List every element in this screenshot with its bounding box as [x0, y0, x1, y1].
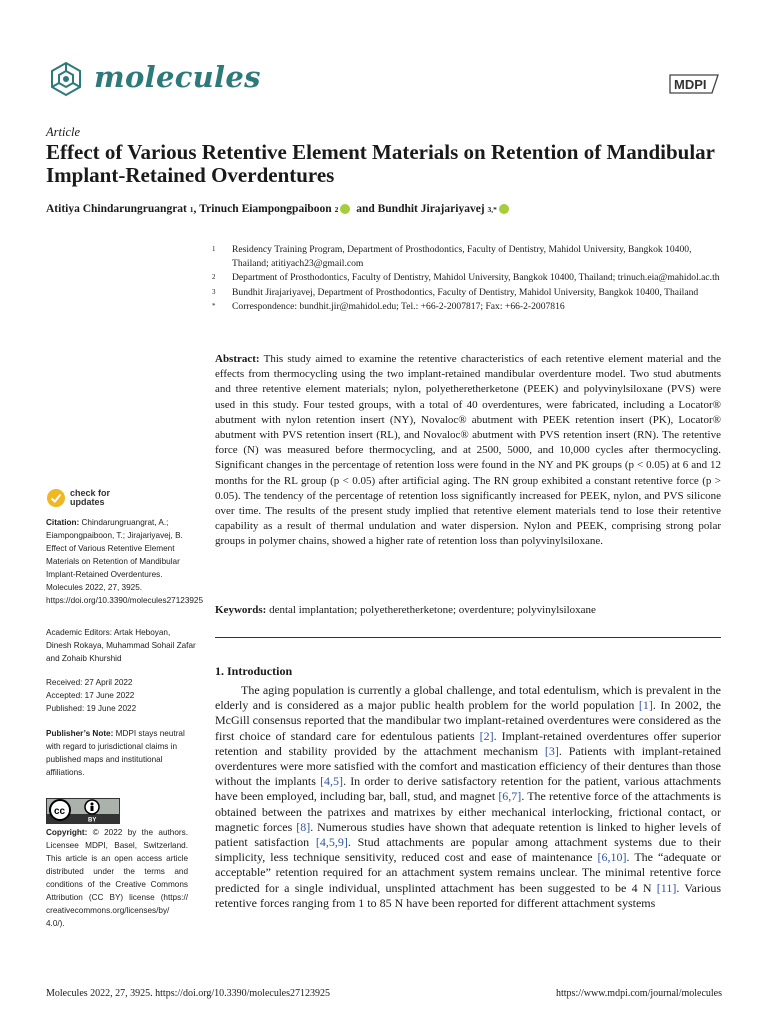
body-text: . The retentive force of the attachments is obtained between the patrixes and matrixes by either mechanical interlocking, frictional contact, or magnetic forces — [215, 789, 722, 834]
affiliation-text: Bundhit Jirajariyavej, Department of Prosthodontics, Faculty of Dentistry, Mahidol University, Bangkok 10400, Thailand — [232, 286, 699, 298]
abstract-text: This study aimed to examine the retentive characteristics of each retentive element material and the effects from thermocycling using the two implant-retained mandibular overdenture model. Two stud abutments and three retentive element materials; nylon, polyetheretherketone (PEEK) and polyvinylsiloxane (PVS) were used in this study. Four tested groups, with a total of 40 overdentures, were fabricated, including a Locator® abutment with nylon retention insert (NY), Novaloc® abutment with PEEK retention insert (PK), Locator® abutment with PVS retention insert (RL), and Novaloc® abutment with PVS retention insert (RN). The retentive force (N) was measured before thermocycling, and at 2500, 5000, and 10,000 cycles after thermocycling. Significant changes in the percentage of retention loss were found in the NY and PK groups (p < 0.05) at 6 and 12 months for the RL group (p < 0.05) after artificial aging. The RN group exhibited a constant retentive force (p > 0.05). The tendency of the percentage of retention loss significantly increased for PEEK, nylon, and PVS silicone over time. The results of the present study implied that retentive element materials tend to lose their retentive capability as a result of thermal undulation and water dispersion. Nylon and PEEK, comprising strong polar groups in polymer chains, showed a higher rate of retention loss than polyvinylsiloxane. — [215, 353, 721, 548]
author-separator: , — [193, 203, 200, 215]
citation-block — [46, 516, 204, 607]
copyright-label: Copyright: — [46, 828, 88, 837]
cc-by-license-icon[interactable] — [46, 798, 120, 824]
body-text: . In 2002, the McGill consensus reported that the mandibular two implant-retained overdentures were considered as the first choice of standard care for edentulous patients — [215, 698, 722, 743]
orcid-icon[interactable] — [499, 204, 509, 214]
check-for-updates-badge[interactable] — [46, 488, 110, 508]
reference-link[interactable]: [1] — [638, 698, 653, 713]
affiliation-text: Department of Prosthodontics, Faculty of Dentistry, Mahidol University, Bangkok 10400, Thailand; trinuch.eia@mahidol.ac.th — [232, 272, 720, 283]
reference-link[interactable]: [3] — [544, 743, 559, 758]
author-affil-sup: 1 — [189, 204, 194, 214]
body-text: The aging population is currently a global challenge, and total edentulism, which is prevalent in the elderly and is considered as a major public health problem for the world population — [215, 683, 721, 713]
copyright-notice — [46, 826, 188, 930]
mdpi-logo-icon — [666, 71, 722, 97]
author-name: Trinuch Eiampongpaiboon — [199, 203, 332, 215]
editors-text: Artak Heboyan, Dinesh Rokaya, Muhammad Sohail Zafar and Zohaib Khurshid — [46, 628, 196, 663]
body-text: . The “adequate or acceptable” retention required for an attachment system remains unclear. The minimal retentive force predicted for a single individual, unsplinted attachment has been suggested to be 4 N — [215, 850, 722, 895]
body-text: . Stud attachments are popular among attachment systems due to their simplicity, less technique sensitivity, reduced cost and ease of maintenance — [215, 835, 722, 865]
keywords-label: Keywords: — [215, 604, 267, 616]
body-text: . In order to derive satisfactory retention for the patient, various attachments have been employed, including bar, ball, stud, and magnet — [215, 774, 721, 804]
academic-editors — [46, 626, 196, 665]
reference-link[interactable]: [6,10] — [597, 850, 627, 865]
publisher-note — [46, 727, 196, 779]
published-date: Published: 19 June 2022 — [46, 704, 137, 713]
affiliation-item — [212, 300, 722, 314]
molecules-logo-icon — [46, 60, 86, 100]
editors-label: Academic Editors: — [46, 628, 112, 637]
page-title: Effect of Various Retentive Element Materials on Retention of Mandibular Implant-Retained Overdentures — [46, 140, 715, 187]
citation-label: Citation: — [46, 518, 80, 527]
reference-link[interactable]: [2] — [479, 728, 494, 743]
publication-dates — [46, 676, 196, 715]
section-heading: 1. Introduction — [215, 664, 293, 678]
check-for-updates-icon — [46, 488, 66, 508]
journal-name: molecules — [94, 60, 261, 94]
keywords — [215, 603, 721, 618]
footer-journal-link[interactable]: https://www.mdpi.com/journal/molecules — [556, 988, 722, 999]
check-updates-line: check for — [70, 487, 111, 498]
reference-link[interactable]: [8] — [296, 819, 311, 834]
accepted-date: Accepted: 17 June 2022 — [46, 691, 135, 700]
affiliation-item — [212, 271, 722, 285]
affiliation-item — [212, 243, 722, 270]
author-separator: and — [353, 203, 378, 215]
check-for-updates-label — [70, 489, 110, 508]
author-list — [46, 203, 512, 215]
keywords-text: dental implantation; polyetheretherketone; overdenture; polyvinylsiloxane — [269, 604, 596, 616]
author-name: Bundhit Jirajariyavej — [377, 203, 485, 215]
check-updates-line: updates — [70, 497, 105, 507]
svg-text:cc: cc — [54, 806, 66, 817]
reference-link[interactable]: [11] — [656, 880, 677, 895]
orcid-icon[interactable] — [340, 204, 350, 214]
body-text: . Numerous studies have shown that adequate retention is linked to higher levels of patient satisfaction — [215, 819, 722, 850]
affiliation-item — [212, 286, 722, 300]
section-divider — [215, 637, 721, 638]
affiliation-number: 2 — [212, 273, 216, 281]
body-text: . Implant-retained overdentures offer superior retention and stability provided by the attachment mechanism — [215, 728, 722, 758]
affiliation-text: Correspondence: bundhit.jir@mahidol.edu; Tel.: +66-2-2007817; Fax: +66-2-2007816 — [232, 301, 565, 312]
affiliation-number: 3 — [212, 287, 216, 296]
affiliation-list — [212, 243, 722, 315]
body-text: . Various retentive forces ranging from 1 to 85 N have been reported for different attachment systems — [215, 880, 722, 910]
affiliation-text: Residency Training Program, Department of Prosthodontics, Faculty of Dentistry, Mahidol University, Bangkok 10400, Thailand; atitiyach23@gmail.com — [232, 244, 692, 269]
copyright-text: © 2022 by the authors. Licensee MDPI, Basel, Switzerland. This article is an open access article distributed under the terms and conditions of the Creative Commons Attribution (CC BY) license (https:// creativecommons.org/licenses/by/ 4.0/). — [46, 828, 188, 928]
author-name: Atitiya Chindarungruangrat — [46, 203, 187, 215]
affiliation-number: * — [212, 302, 216, 310]
pubnote-text: MDPI stays neutral with regard to jurisdictional claims in published maps and institutional affiliations. — [46, 729, 185, 777]
received-date: Received: 27 April 2022 — [46, 678, 133, 687]
affiliation-number: 1 — [212, 245, 216, 253]
cc-by-label: BY — [88, 817, 97, 824]
footer-citation: Molecules 2022, 27, 3925. https://doi.org/10.3390/molecules27123925 — [46, 988, 330, 999]
abstract-label: Abstract: — [215, 353, 260, 365]
publisher-label: MDPI — [674, 77, 707, 92]
introduction-paragraph — [215, 683, 721, 911]
author-affil-sup: 3,* — [487, 204, 497, 214]
pubnote-label: Publisher’s Note: — [46, 729, 114, 738]
citation-text: Chindarungruangrat, A.; Eiampongpaiboon, T.; Jirajariyavej, B. Effect of Various Retentive Element Materials on Retention of Mandibular Implant-Retained Overdentures. Molecules 2022, 27, 3925. https://doi.org/10.3390/molecules27123925 — [46, 518, 204, 605]
author-affil-sup: 2 — [334, 204, 339, 214]
abstract — [215, 352, 721, 550]
reference-link[interactable]: [4,5,9] — [315, 835, 348, 850]
reference-link[interactable]: [6,7] — [498, 789, 522, 804]
body-text: . Patients with implant-retained overdentures were more satisfied with the comfort and mastication efficiency of their dentures than those without the implants — [215, 743, 721, 789]
article-type: Article — [46, 125, 81, 139]
reference-link[interactable]: [4,5] — [320, 774, 344, 789]
